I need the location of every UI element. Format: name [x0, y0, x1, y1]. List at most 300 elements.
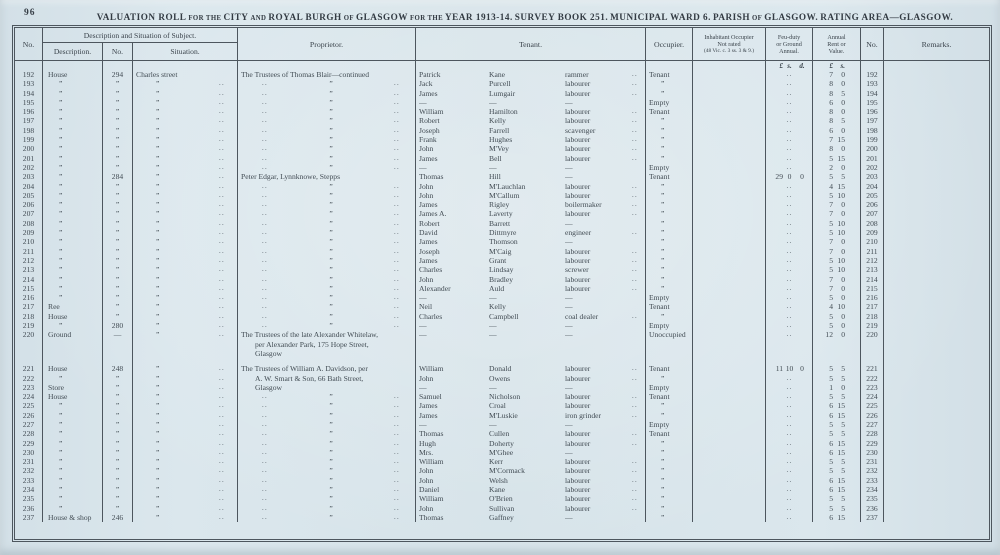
leader-dots: ..: [394, 411, 400, 419]
rent-shillings: 0: [841, 382, 845, 392]
cell-situation: [133, 191, 238, 200]
proprietor-ditto: [238, 513, 412, 522]
cell-inhabitant-occupier: [693, 237, 766, 246]
col-header-label: Inhabitant Occupier: [704, 33, 754, 41]
situation-text: ”: [156, 79, 160, 89]
shillings-symbol: s.: [787, 61, 792, 70]
col-header-remarks: [884, 28, 989, 60]
leader-dots: ..: [262, 439, 268, 447]
occupier-text: Tenant: [649, 302, 670, 312]
cell-annual-rent: [813, 349, 861, 358]
occupier-text: ”: [661, 246, 665, 256]
cell-inhabitant-occupier: [693, 219, 766, 228]
tenant-forename: Patrick: [419, 70, 441, 79]
tenant-occupation: —: [565, 293, 573, 303]
cell-feu-duty: [766, 247, 813, 256]
rent-pounds: 2: [829, 162, 833, 172]
cell-subject-no-right: [861, 504, 884, 513]
cell-subject-no: [15, 154, 43, 163]
occupier-text: ”: [661, 274, 665, 284]
leader-dots: ..: [262, 467, 268, 475]
cell-annual-rent: [813, 247, 861, 256]
cell-subject-no-right: [861, 89, 884, 98]
table-header: [15, 28, 989, 61]
description-text: Store: [48, 382, 65, 392]
cell-occupier: [646, 247, 693, 256]
cell-inhabitant-occupier: [693, 98, 766, 107]
rent-shillings: 15: [837, 410, 845, 420]
feu-shillings: ..: [786, 383, 793, 391]
situation-text: ”: [156, 466, 160, 476]
table-row: [15, 126, 989, 135]
description-number: ”: [115, 228, 120, 238]
rent-shillings: 5: [841, 457, 845, 467]
leader-dots: ..: [394, 294, 400, 302]
tenant-forename: —: [419, 97, 427, 107]
table-row: [15, 200, 989, 209]
occupier-text: ”: [661, 494, 665, 504]
tenant-occupation: rammer: [565, 70, 589, 79]
ditto-mark: ”: [329, 135, 333, 145]
leader-dots: ..: [394, 136, 400, 144]
description-number: ”: [115, 181, 120, 191]
cell-subject-no: [15, 191, 43, 200]
cell-inhabitant-occupier: [693, 182, 766, 191]
cell-tenant: [416, 439, 646, 448]
tenant-occupation: labourer: [565, 190, 591, 200]
leader-dots: ..: [262, 303, 268, 311]
tenant-surname: —: [489, 321, 497, 331]
description-text: ”: [59, 494, 63, 504]
cell-subject-no: [15, 340, 43, 349]
tenant-forename: Neil: [419, 302, 433, 312]
table-row: [15, 79, 989, 88]
leader-dots: ..: [262, 275, 268, 283]
cell-remarks: [884, 383, 989, 392]
ditto-mark: ”: [329, 283, 333, 293]
cell-feu-duty: [766, 172, 813, 181]
table-row: [15, 237, 989, 246]
leader-dots: ..: [632, 71, 638, 78]
cell-description-no: [103, 494, 133, 503]
proprietor-ditto: [238, 107, 412, 116]
cell-inhabitant-occupier: [693, 513, 766, 522]
feu-shillings: ..: [786, 182, 793, 190]
proprietor-ditto: [238, 182, 412, 191]
tenant-surname: Grant: [489, 255, 507, 265]
cell-occupier: [646, 494, 693, 503]
cell-remarks: [884, 107, 989, 116]
description-number: ”: [115, 382, 120, 392]
tenant-surname: Campbell: [489, 311, 519, 321]
cell-occupier: [646, 330, 693, 339]
proprietor-ditto: [238, 191, 412, 200]
tenant-occupation: labourer: [565, 466, 591, 476]
cell-tenant: [416, 504, 646, 513]
cell-situation: [133, 330, 238, 339]
description-text: ”: [59, 485, 63, 495]
cell-feu-duty: [766, 321, 813, 330]
cell-proprietor: [238, 154, 416, 163]
description-text: ”: [59, 373, 63, 383]
cell-description-no: [103, 293, 133, 302]
proprietor-ditto: [238, 209, 412, 218]
rent-shillings: 15: [837, 475, 845, 485]
rent-shillings: 15: [837, 135, 845, 145]
cell-tenant: [416, 70, 646, 79]
tenant-occupation: —: [565, 512, 573, 522]
leader-dots: ..: [219, 303, 225, 311]
tenant-surname: —: [489, 97, 497, 107]
cell-occupier: [646, 237, 693, 246]
cell-inhabitant-occupier: [693, 302, 766, 311]
table-row: [15, 330, 989, 339]
table-row: [15, 116, 989, 125]
subject-number-right: 212: [866, 255, 878, 265]
leader-dots: ..: [394, 476, 400, 484]
title-segment: FOR THE: [188, 15, 222, 22]
feu-shillings: ..: [786, 331, 793, 339]
cell-proprietor: [238, 256, 416, 265]
cell-description-no: [103, 154, 133, 163]
tenant-occupation: labourer: [565, 144, 591, 154]
col-group-description-situation: [43, 28, 238, 60]
cell-subject-no: [15, 513, 43, 522]
subject-number-right: 202: [866, 162, 878, 172]
rent-shillings: 5: [841, 116, 845, 126]
situation-text: ”: [156, 125, 160, 135]
cell-tenant: [416, 107, 646, 116]
subject-number-right: 200: [866, 144, 878, 154]
cell-subject-no-right: [861, 392, 884, 401]
subject-number: 215: [22, 283, 35, 293]
tenant-forename: James: [419, 88, 438, 98]
cell-situation: [133, 321, 238, 330]
tenant-surname: Owens: [489, 373, 511, 383]
cell-occupier: [646, 284, 693, 293]
leader-dots: ..: [219, 411, 225, 419]
cell-description: [43, 466, 103, 475]
cell-remarks: [884, 126, 989, 135]
rent-pounds: 7: [829, 70, 833, 79]
feu-shillings: ..: [786, 513, 793, 521]
table-row: [15, 364, 989, 373]
cell-subject-no-right: [861, 293, 884, 302]
situation-text: ”: [156, 274, 160, 284]
subject-number: 219: [22, 321, 35, 331]
cell-description-no: [103, 448, 133, 457]
rent-pounds: 6: [829, 475, 833, 485]
cell-subject-no-right: [861, 182, 884, 191]
ditto-mark: ”: [329, 466, 333, 476]
rent-pounds: 8: [829, 107, 833, 117]
cell-feu-duty: [766, 89, 813, 98]
tenant-occupation: —: [565, 172, 573, 182]
occupier-text: ”: [661, 311, 665, 321]
cell-tenant: [416, 420, 646, 429]
subject-number-right: 228: [866, 429, 878, 439]
description-text: ”: [59, 475, 63, 485]
cell-occupier: [646, 364, 693, 373]
tenant-forename: Thomas: [419, 172, 444, 182]
occupier-text: Empty: [649, 419, 670, 429]
cell-feu-duty: [766, 219, 813, 228]
cell-description-no: [103, 191, 133, 200]
cell-subject-no: [15, 457, 43, 466]
leader-dots: ..: [262, 136, 268, 144]
col-header-label: Tenant.: [518, 39, 543, 49]
leader-dots: ..: [632, 117, 638, 125]
cell-description: [43, 135, 103, 144]
occupier-text: Empty: [649, 293, 670, 303]
description-text: ”: [59, 410, 63, 420]
page-number: 96: [24, 8, 36, 18]
tenant-forename: —: [419, 293, 427, 303]
cell-annual-rent: [813, 191, 861, 200]
cell-proprietor: [238, 200, 416, 209]
col-header-label: Situation.: [170, 47, 200, 56]
cell-annual-rent: [813, 513, 861, 522]
cell-tenant: [416, 374, 646, 383]
cell-inhabitant-occupier: [693, 383, 766, 392]
feu-shillings: ..: [786, 163, 793, 171]
cell-situation: [133, 172, 238, 181]
cell-situation: [133, 284, 238, 293]
situation-text: ”: [156, 429, 160, 439]
cell-inhabitant-occupier: [693, 126, 766, 135]
rent-pounds: 5: [829, 255, 833, 265]
cell-occupier: [646, 209, 693, 218]
ditto-mark: ”: [329, 190, 333, 200]
units-spacer: [861, 61, 884, 70]
cell-feu-duty: [766, 364, 813, 373]
rent-shillings: 5: [841, 392, 845, 402]
tenant-forename: Alexander: [419, 283, 451, 293]
feu-shillings: ..: [786, 89, 793, 97]
leader-dots: ..: [219, 402, 225, 410]
leader-dots: ..: [394, 504, 400, 512]
proprietor-ditto: [238, 79, 412, 88]
subject-number: 194: [22, 88, 35, 98]
table-body: [15, 70, 989, 522]
tenant-occupation: labourer: [565, 401, 591, 411]
occupier-text: ”: [661, 512, 665, 522]
situation-text: ”: [156, 107, 160, 117]
col-header-occupier: [646, 28, 693, 60]
cell-proprietor: [238, 237, 416, 246]
cell-tenant: [416, 349, 646, 358]
cell-subject-no: [15, 237, 43, 246]
situation-text: ”: [156, 237, 160, 247]
cell-subject-no: [15, 126, 43, 135]
leader-dots: ..: [219, 322, 225, 330]
tenant-surname: Nicholson: [489, 392, 521, 402]
cell-subject-no-right: [861, 154, 884, 163]
leader-dots: ..: [219, 163, 225, 171]
cell-proprietor: [238, 476, 416, 485]
tenant-occupation: —: [565, 302, 573, 312]
description-text: ”: [59, 401, 63, 411]
cell-subject-no-right: [861, 383, 884, 392]
cell-subject-no-right: [861, 340, 884, 349]
cell-proprietor: [238, 401, 416, 410]
cell-description-no: [103, 340, 133, 349]
cell-proprietor: [238, 312, 416, 321]
cell-occupier: [646, 401, 693, 410]
tenant-surname: M'Caig: [489, 246, 512, 256]
occupier-text: Unoccupied: [649, 330, 686, 340]
cell-subject-no-right: [861, 98, 884, 107]
rent-units: [813, 61, 861, 70]
cell-situation: [133, 247, 238, 256]
cell-occupier: [646, 275, 693, 284]
rent-shillings: 15: [837, 181, 845, 191]
cell-subject-no-right: [861, 284, 884, 293]
rent-pounds: 1: [829, 382, 833, 392]
cell-remarks: [884, 401, 989, 410]
leader-dots: ..: [219, 331, 225, 339]
cell-tenant: [416, 135, 646, 144]
cell-annual-rent: [813, 302, 861, 311]
situation-text: ”: [156, 311, 160, 321]
cell-subject-no: [15, 275, 43, 284]
cell-remarks: [884, 191, 989, 200]
subject-number: 236: [22, 503, 35, 513]
cell-description: [43, 383, 103, 392]
rent-pounds: 5: [829, 228, 833, 238]
subject-number-right: 231: [866, 457, 878, 467]
cell-situation: [133, 494, 238, 503]
leader-dots: ..: [219, 154, 225, 162]
situation-text: ”: [156, 410, 160, 420]
rent-pounds: 5: [829, 293, 833, 303]
cell-situation: [133, 466, 238, 475]
proprietor-ditto: [238, 293, 412, 302]
tenant-occupation: iron grinder: [565, 410, 602, 420]
subject-number-right: 232: [866, 466, 878, 476]
leader-dots: ..: [219, 98, 225, 106]
subject-number: 231: [22, 457, 35, 467]
cell-remarks: [884, 457, 989, 466]
cell-description-no: [103, 265, 133, 274]
cell-annual-rent: [813, 116, 861, 125]
description-number: ”: [115, 255, 120, 265]
leader-dots: ..: [632, 275, 638, 283]
cell-inhabitant-occupier: [693, 321, 766, 330]
description-text: ”: [59, 429, 63, 439]
proprietor-text: The Trustees of William A. Davidson, per: [241, 364, 368, 374]
col-header-feu-duty: [766, 28, 813, 60]
col-header-label: Feu-duty: [777, 33, 801, 41]
units-spacer: [238, 61, 416, 70]
tenant-surname: Farrell: [489, 125, 510, 135]
tenant-occupation: labourer: [565, 153, 591, 163]
tenant-occupation: —: [565, 447, 573, 457]
subject-number: 224: [22, 392, 35, 402]
cell-remarks: [884, 302, 989, 311]
ditto-mark: ”: [329, 97, 333, 107]
leader-dots: ..: [262, 145, 268, 153]
rent-shillings: 0: [841, 70, 845, 79]
feu-shillings: ..: [786, 275, 793, 283]
subject-number: 196: [22, 107, 35, 117]
col-header-tenant: [416, 28, 646, 60]
cell-feu-duty: [766, 228, 813, 237]
cell-remarks: [884, 144, 989, 153]
cell-tenant: [416, 466, 646, 475]
col-header-label: Annual.: [779, 47, 799, 55]
description-text: ”: [59, 190, 63, 200]
rent-shillings: 0: [841, 283, 845, 293]
situation-text: ”: [156, 144, 160, 154]
cell-occupier: [646, 466, 693, 475]
cell-situation: [133, 98, 238, 107]
cell-proprietor: [238, 98, 416, 107]
proprietor-text: Glasgow: [255, 348, 282, 358]
cell-occupier: [646, 302, 693, 311]
cell-inhabitant-occupier: [693, 364, 766, 373]
description-text: ”: [59, 457, 63, 467]
cell-tenant: [416, 209, 646, 218]
cell-tenant: [416, 154, 646, 163]
cell-subject-no-right: [861, 448, 884, 457]
col-header-label: No.: [866, 39, 878, 49]
cell-description-no: [103, 420, 133, 429]
leader-dots: ..: [262, 201, 268, 209]
cell-occupier: [646, 485, 693, 494]
leader-dots: ..: [262, 238, 268, 246]
cell-proprietor: [238, 107, 416, 116]
cell-annual-rent: [813, 383, 861, 392]
cell-subject-no-right: [861, 228, 884, 237]
cell-description-no: [103, 200, 133, 209]
cell-description: [43, 247, 103, 256]
rent-shillings: 5: [841, 503, 845, 513]
leader-dots: ..: [632, 229, 638, 237]
feu-shillings: ..: [786, 467, 793, 475]
rent-shillings: 15: [837, 401, 845, 411]
ditto-mark: ”: [329, 218, 333, 228]
tenant-occupation: labourer: [565, 246, 591, 256]
cell-subject-no-right: [861, 466, 884, 475]
cell-tenant: [416, 89, 646, 98]
rent-shillings: 0: [841, 125, 845, 135]
leader-dots: ..: [394, 80, 400, 88]
ditto-mark: ”: [329, 293, 333, 303]
tenant-forename: Samuel: [419, 392, 442, 402]
leader-dots: ..: [262, 495, 268, 503]
leader-dots: ..: [262, 98, 268, 106]
rent-shillings: 10: [837, 265, 845, 275]
cell-occupier: [646, 98, 693, 107]
rent-pounds: 5: [829, 392, 833, 402]
cell-feu-duty: [766, 98, 813, 107]
leader-dots: ..: [632, 201, 638, 209]
subject-number: 204: [22, 181, 35, 191]
situation-text: ”: [156, 401, 160, 411]
cell-subject-no-right: [861, 330, 884, 339]
leader-dots: ..: [262, 420, 268, 428]
rent-pounds: 8: [829, 116, 833, 126]
col-header-label: No.: [22, 39, 35, 49]
cell-subject-no: [15, 89, 43, 98]
tenant-occupation: labourer: [565, 116, 591, 126]
tenant-occupation: labourer: [565, 429, 591, 439]
subject-number: 211: [22, 246, 35, 256]
cell-description: [43, 70, 103, 79]
leader-dots: ..: [632, 439, 638, 447]
situation-text: ”: [156, 321, 160, 331]
